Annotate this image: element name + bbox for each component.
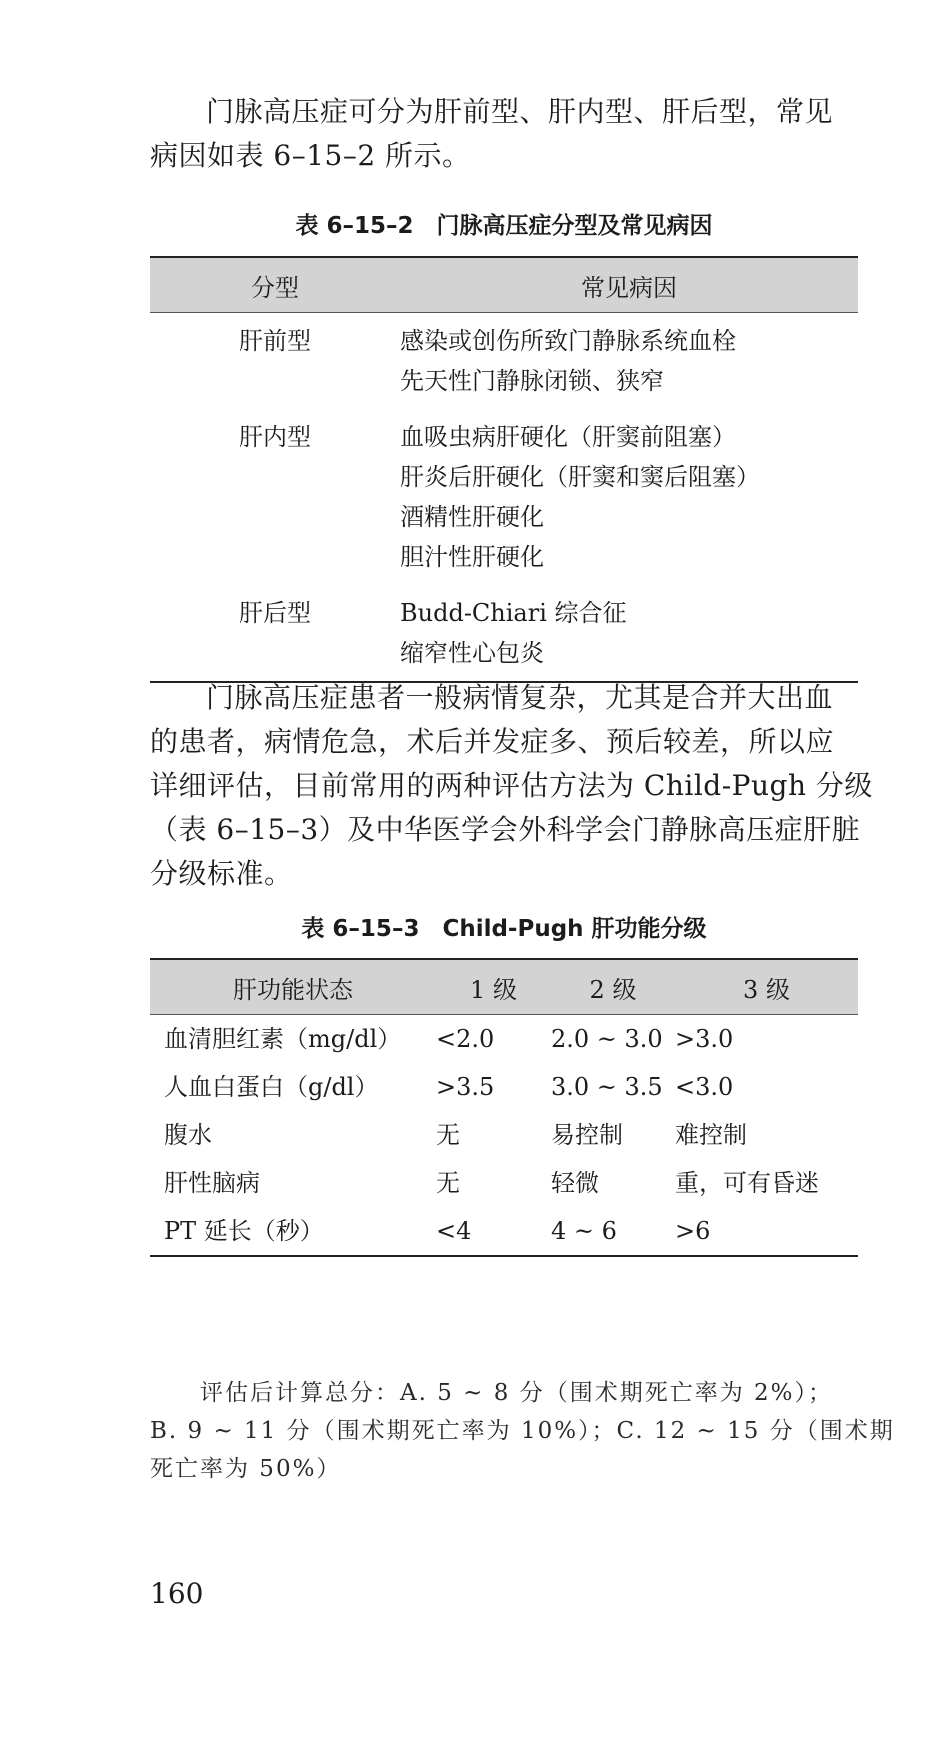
table2-header-grade2: 2 级 <box>551 959 675 1015</box>
table-cell: 血清胆红素（mg/dl） <box>164 1025 402 1053</box>
child-pugh-table <box>150 958 858 1257</box>
body-line-5: 分级标准。 <box>150 857 293 890</box>
table-row <box>150 1063 858 1111</box>
cause-item: 血吸虫病肝硬化（肝窦前阻塞） <box>400 423 736 451</box>
table1-header-type: 分型 <box>150 257 400 313</box>
table-cell: 无 <box>436 1169 460 1197</box>
table-note <box>150 1374 895 1488</box>
intro-paragraph <box>150 90 858 178</box>
note-line-1: 评估后计算总分：A. 5 ~ 8 分（围术期死亡率为 2%）； <box>200 1380 834 1406</box>
table-cell: 易控制 <box>551 1121 623 1149</box>
table-cell: >6 <box>675 1217 711 1245</box>
table-row <box>150 313 858 410</box>
row-type: 肝内型 <box>239 423 311 451</box>
cause-item: 肝炎后肝硬化（肝窦和窦后阻塞） <box>400 463 760 491</box>
note-line-3: 死亡率为 50%） <box>150 1456 342 1482</box>
cause-item: 先天性门静脉闭锁、狭窄 <box>400 367 664 395</box>
table-row <box>150 409 858 585</box>
cause-item: 缩窄性心包炎 <box>400 639 544 667</box>
table-cell: 2.0 ~ 3.0 <box>551 1025 663 1053</box>
table2-caption: 表 6–15–3 Child-Pugh 肝功能分级 <box>301 916 707 942</box>
table2-header-grade3: 3 级 <box>675 959 858 1015</box>
table-cell: PT 延长（秒） <box>164 1217 324 1245</box>
body-line-4: （表 6–15–3）及中华医学会外科学会门静脉高压症肝脏 <box>150 813 861 846</box>
table-cell: 重，可有昏迷 <box>675 1169 819 1197</box>
note-line-2: B. 9 ~ 11 分（围术期死亡率为 10%）；C. 12 ~ 15 分（围术期 <box>150 1418 895 1444</box>
table-cell: 无 <box>436 1121 460 1149</box>
table-cell: 4 ~ 6 <box>551 1217 617 1245</box>
table-cell: 3.0 ~ 3.5 <box>551 1073 663 1101</box>
table-cell: 轻微 <box>551 1169 599 1197</box>
page-number: 160 <box>150 1577 204 1610</box>
table-row <box>150 1015 858 1064</box>
table-row <box>150 1207 858 1256</box>
table2-header-grade1: 1 级 <box>436 959 551 1015</box>
body-line-2: 的患者，病情危急，术后并发症多、预后较差，所以应 <box>150 725 835 758</box>
table-cell: <4 <box>436 1217 472 1245</box>
table-cell: >3.5 <box>436 1073 495 1101</box>
table2-header-row <box>150 959 858 1015</box>
table-cell: <2.0 <box>436 1025 495 1053</box>
table-cell: 难控制 <box>675 1121 747 1149</box>
table-cell: <3.0 <box>675 1073 734 1101</box>
table2-header-status: 肝功能状态 <box>150 959 436 1015</box>
etiology-table <box>150 256 858 683</box>
table-cell: 人血白蛋白（g/dl） <box>164 1073 379 1101</box>
table-cell: >3.0 <box>675 1025 734 1053</box>
table-cell: 肝性脑病 <box>164 1169 260 1197</box>
row-type: 肝前型 <box>239 327 311 355</box>
intro-line-2: 病因如表 6–15–2 所示。 <box>150 139 471 172</box>
table-row <box>150 585 858 682</box>
table1-header-causes: 常见病因 <box>400 257 858 313</box>
body-paragraph <box>150 676 873 896</box>
row-type: 肝后型 <box>239 599 311 627</box>
table-row <box>150 1159 858 1207</box>
cause-item: Budd-Chiari 综合征 <box>400 599 627 627</box>
body-line-3: 详细评估，目前常用的两种评估方法为 Child-Pugh 分级 <box>150 769 873 802</box>
body-line-1: 门脉高压症患者一般病情复杂，尤其是合并大出血 <box>206 681 834 714</box>
cause-item: 酒精性肝硬化 <box>400 503 544 531</box>
table-row <box>150 1111 858 1159</box>
intro-line-1: 门脉高压症可分为肝前型、肝内型、肝后型，常见 <box>206 95 834 128</box>
table1-caption: 表 6–15–2 门脉高压症分型及常见病因 <box>295 213 713 239</box>
cause-item: 感染或创伤所致门静脉系统血栓 <box>400 327 736 355</box>
table-cell: 腹水 <box>164 1121 212 1149</box>
table1-header-row <box>150 257 858 313</box>
cause-item: 胆汁性肝硬化 <box>400 543 544 571</box>
